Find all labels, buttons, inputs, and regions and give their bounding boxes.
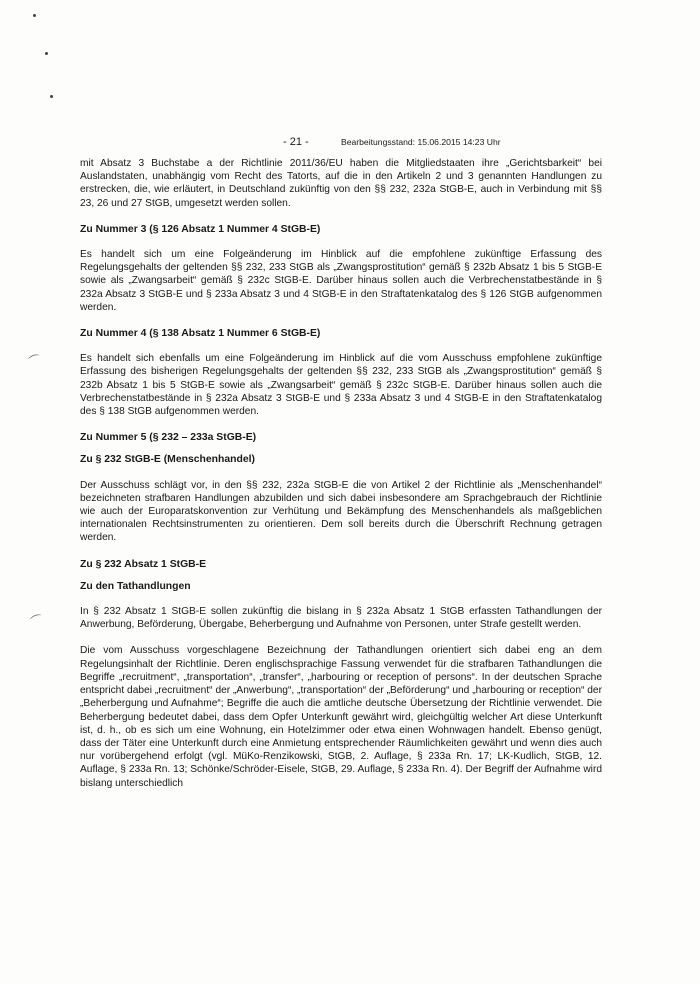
body-paragraph: Es handelt sich ebenfalls um eine Folgeänderung im Hinblick auf die vom Ausschuss empfohlene zukünftige Erfassung des bisherigen Regelungsgehalts der geltenden §§ 232, 233 StGB als „Zwangsprostitution“ gemäß § 232b Absatz 1 bis 5 StGB-E sowie als „Zwangsarbeit“ gemäß § 232c StGB-E. Darüber hinaus sollen auch die Verbrechenstatbestände in § 232a Absatz 3 StGB-E und § 233a Absatz 3 und 4 StGB-E in den Straftatenkatalog des § 138 StGB aufgenommen werden. [80, 353, 602, 418]
body-paragraph: Es handelt sich um eine Folgeänderung im Hinblick auf die empfohlene zukünftige Erfassung des Regelungsgehalts der geltenden §§ 232, 233 StGB als „Zwangsprostitution“ gemäß § 232b Absatz 1 bis 5 StGB-E sowie als „Zwangsarbeit“ gemäß § 232c StGB-E. Darüber hinaus sollen auch die Verbrechenstatbestände in § 232a Absatz 3 StGB-E und § 233a Absatz 3 und 4 StGB-E in den Straftatenkatalog des § 126 StGB aufgenommen werden. [80, 249, 602, 313]
scan-speck [50, 95, 53, 98]
page-header [0, 136, 700, 150]
section-heading: Zu Nummer 4 (§ 138 Absatz 1 Nummer 6 StGB-E) [80, 328, 321, 340]
margin-mark: ⌒ [29, 612, 46, 630]
section-heading: Zu § 232 Absatz 1 StGB-E [80, 558, 207, 570]
page-number: - 21 - [283, 136, 309, 148]
edit-status: Bearbeitungsstand: 15.06.2015 14:23 Uhr [341, 137, 501, 147]
document-body [80, 157, 602, 803]
margin-mark: ⌒ [27, 352, 44, 370]
body-paragraph: mit Absatz 3 Buchstabe a der Richtlinie 2011/36/EU haben die Mitgliedstaaten ihre „Gerichtsbarkeit“ bei Auslandstaten, unabhängig vom Recht des Tatorts, auf die in den Artikeln 2 und 3 genannten Handlungen zu erstrecken, die, wie erläutert, in Deutschland zukünftig von den §§ 232, 232a StGB-E, auch in Verbindung mit §§ 23, 26 und 27 StGB, umgesetzt werden sollen. [80, 158, 602, 209]
scan-speck [45, 52, 48, 55]
scan-speck [33, 14, 36, 17]
section-heading: Zu den Tathandlungen [80, 580, 191, 592]
body-paragraph: Der Ausschuss schlägt vor, in den §§ 232, 232a StGB-E die von Artikel 2 der Richtlinie als „Menschenhandel“ bezeichneten strafbaren Handlungen abzubilden und sich dabei insbesondere am Sprachgebrauch der Richtlinie wie auch der Europaratskonvention zur Verhütung und Bekämpfung des Menschenhandels als maßgeblichen internationalen Rechtsinstrumenten zu orientieren. Dem soll bereits durch die Überschrift Rechnung getragen werden. [80, 479, 602, 544]
body-paragraph: Die vom Ausschuss vorgeschlagene Bezeichnung der Tathandlungen orientiert sich dabei eng an dem Regelungsinhalt der Richtlinie. Deren englischsprachige Fassung verwendet für die strafbaren Tathandlungen die Begriffe „recruitment“, „transportation“, „transfer“, „harbouring or reception of persons“. In der deutschen Sprache entspricht dabei „recruitment“ der „Anwerbung“, „transportation“ der „Beförderung“ und „harbouring or reception“ der „Beherbergung und Aufnahme“; Begriffe die auch die amtliche deutsche Übersetzung der Richtlinie verwendet. Die Beherbergung bedeutet dabei, dass dem Opfer Unterkunft gewährt wird, gleichgültig welcher Art diese Unterkunft ist, d. h., ob es sich um eine Wohnung, ein Hotelzimmer oder etwa einen Wohnwagen handelt. Ebenso genügt, dass der Täter eine Unterkunft durch eine Anmietung entsprechender Räumlichkeiten gewährt und wenn dies auch nur vorübergehend erfolgt (vgl. MüKo-Renzikowski, StGB, 2. Auflage, § 233a Rn. 17; LK-Kudlich, StGB, 12. Auflage, § 233a Rn. 13; Schönke/Schröder-Eisele, StGB, 29. Auflage, § 233a Rn. 4). Der Begriff der Aufnahme wird bislang unterschiedlich [80, 645, 602, 789]
section-heading: Zu Nummer 5 (§ 232 – 233a StGB-E) [80, 432, 257, 444]
body-paragraph: In § 232 Absatz 1 StGB-E sollen zukünftig die bislang in § 232a Absatz 1 StGB erfassten Tathandlungen der Anwerbung, Beförderung, Übergabe, Beherbergung und Aufnahme von Personen, unter Strafe gestellt werden. [80, 606, 602, 631]
section-heading: Zu Nummer 3 (§ 126 Absatz 1 Nummer 4 StGB-E) [80, 223, 321, 235]
section-heading: Zu § 232 StGB-E (Menschenhandel) [80, 454, 255, 466]
